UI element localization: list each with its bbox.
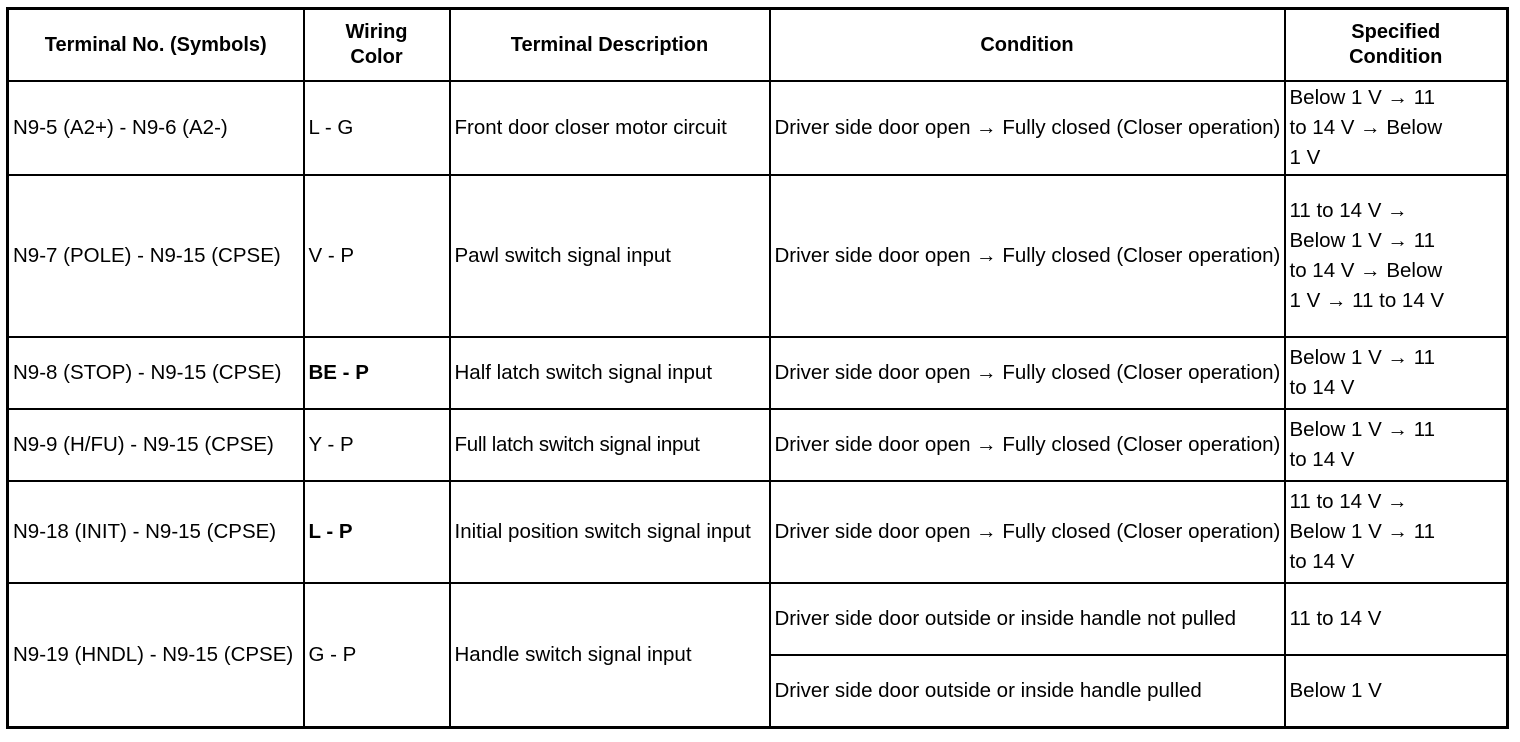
table-row (8, 175, 1508, 337)
terminal-cell: N9-9 (H/FU) - N9-15 (CPSE) (8, 409, 304, 481)
condition-cell: Driver side door open → Fully closed (Closer operation) (770, 337, 1285, 409)
specified-condition-text: Below 1 V → 11 to 14 V → Below 1 V (1289, 86, 1443, 169)
specified-condition-cell: 11 to 14 V (1285, 583, 1508, 655)
wiring-color-cell: BE - P (304, 337, 450, 409)
terminal-cell: N9-7 (POLE) - N9-15 (CPSE) (8, 175, 304, 337)
specified-condition-cell: Below 1 V (1285, 655, 1508, 727)
header-wiring-color (304, 9, 450, 82)
specified-condition-cell (1285, 409, 1508, 481)
table-row (8, 337, 1508, 409)
table-row (8, 81, 1508, 175)
table-row (8, 481, 1508, 583)
condition-cell: Driver side door outside or inside handle pulled (770, 655, 1285, 727)
table-header (8, 9, 1508, 82)
header-wiring-color-label: Wiring Color (345, 21, 408, 68)
table-row (8, 409, 1508, 481)
specified-condition-text: Below 1 V → 11 to 14 V (1289, 418, 1435, 471)
terminal-cell: N9-19 (HNDL) - N9-15 (CPSE) (8, 583, 304, 727)
wiring-color-cell: L - P (304, 481, 450, 583)
terminal-cell: N9-18 (INIT) - N9-15 (CPSE) (8, 481, 304, 583)
specified-condition-text: 11 to 14 V → Below 1 V → 11 to 14 V → Below 1 V → 11 to 14 V (1289, 199, 1445, 312)
specified-condition-cell (1285, 481, 1508, 583)
description-cell: Initial position switch signal input (450, 481, 770, 583)
wiring-color-cell: V - P (304, 175, 450, 337)
specified-condition-cell (1285, 337, 1508, 409)
terminal-cell: N9-8 (STOP) - N9-15 (CPSE) (8, 337, 304, 409)
wiring-color-cell: Y - P (304, 409, 450, 481)
wiring-color-cell: L - G (304, 81, 450, 175)
header-specified-condition-label: Specified Condition (1349, 21, 1443, 68)
description-cell: Handle switch signal input (450, 583, 770, 727)
description-cell: Pawl switch signal input (450, 175, 770, 337)
specified-condition-cell (1285, 81, 1508, 175)
condition-cell: Driver side door outside or inside handle not pulled (770, 583, 1285, 655)
specified-condition-cell (1285, 175, 1508, 337)
header-terminal-description: Terminal Description (450, 9, 770, 82)
table-row (8, 583, 1508, 655)
header-terminal-no: Terminal No. (Symbols) (8, 9, 304, 82)
description-text: Full latch switch signal input (454, 433, 700, 456)
terminal-spec-table-container (6, 7, 1506, 729)
condition-cell: Driver side door open → Fully closed (Closer operation) (770, 409, 1285, 481)
specified-condition-text: 11 to 14 V → Below 1 V → 11 to 14 V (1289, 490, 1435, 573)
wiring-color-cell: G - P (304, 583, 450, 727)
description-cell (450, 409, 770, 481)
condition-cell: Driver side door open → Fully closed (Closer operation) (770, 175, 1285, 337)
table-body (8, 81, 1508, 727)
header-row (8, 9, 1508, 82)
terminal-spec-table (6, 7, 1509, 729)
condition-cell: Driver side door open → Fully closed (Closer operation) (770, 81, 1285, 175)
terminal-cell: N9-5 (A2+) - N9-6 (A2-) (8, 81, 304, 175)
header-specified-condition (1285, 9, 1508, 82)
condition-cell: Driver side door open → Fully closed (Closer operation) (770, 481, 1285, 583)
header-condition: Condition (770, 9, 1285, 82)
description-cell: Half latch switch signal input (450, 337, 770, 409)
specified-condition-text: Below 1 V → 11 to 14 V (1289, 346, 1435, 399)
description-cell: Front door closer motor circuit (450, 81, 770, 175)
